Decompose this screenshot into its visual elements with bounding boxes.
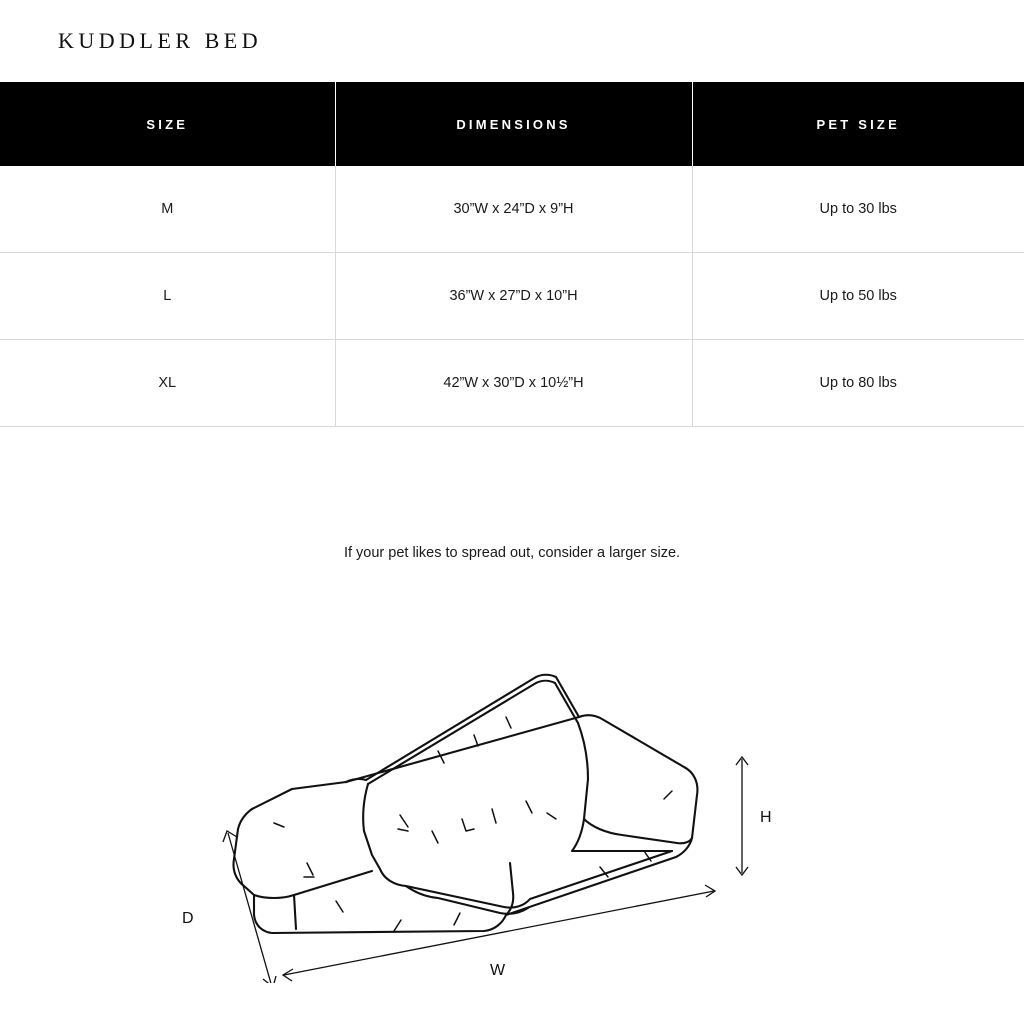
cell-dimensions: 30”W x 24”D x 9”H xyxy=(335,166,692,253)
dimension-depth xyxy=(182,831,276,983)
cell-pet-size: Up to 50 lbs xyxy=(692,253,1024,340)
bed-rim-left-outer xyxy=(252,782,346,809)
cell-size: L xyxy=(0,253,335,340)
bed-outer-body xyxy=(233,715,697,933)
cell-dimensions: 42”W x 30”D x 10½”H xyxy=(335,340,692,427)
column-header-size: SIZE xyxy=(0,82,335,166)
table-row xyxy=(0,253,1024,340)
bed-illustration xyxy=(0,583,1024,983)
bed-cushion xyxy=(380,851,672,908)
dimension-height xyxy=(736,757,772,875)
table-row xyxy=(0,340,1024,427)
cell-size: XL xyxy=(0,340,335,427)
page-title: KUDDLER BED xyxy=(58,28,263,53)
table-row xyxy=(0,166,1024,253)
dimension-label-width: W xyxy=(490,962,506,979)
size-chart-table xyxy=(0,82,1024,427)
cell-pet-size: Up to 80 lbs xyxy=(692,340,1024,427)
bed-rim-back-thickness xyxy=(368,681,578,784)
bed-wall-right-fold xyxy=(584,819,692,843)
cell-pet-size: Up to 30 lbs xyxy=(692,166,1024,253)
table-header-row xyxy=(0,82,1024,166)
bed-wall-right-inner xyxy=(572,723,672,851)
column-header-dimensions: DIMENSIONS xyxy=(335,82,692,166)
bed-wall-left-inner xyxy=(363,784,380,869)
cell-size: M xyxy=(0,166,335,253)
table-header xyxy=(0,82,1024,166)
sizing-note: If your pet likes to spread out, consider a larger size. xyxy=(343,545,681,561)
bed-front-left-fold xyxy=(294,895,296,929)
bed-texture-marks xyxy=(274,717,672,931)
page-title-area xyxy=(0,0,1024,82)
table-body xyxy=(0,166,1024,427)
column-header-pet-size: PET SIZE xyxy=(692,82,1024,166)
dimension-label-height: H xyxy=(760,809,772,826)
cell-dimensions: 36”W x 27”D x 10”H xyxy=(335,253,692,340)
bed-diagram-svg xyxy=(132,583,892,983)
dimension-label-depth: D xyxy=(182,910,194,927)
